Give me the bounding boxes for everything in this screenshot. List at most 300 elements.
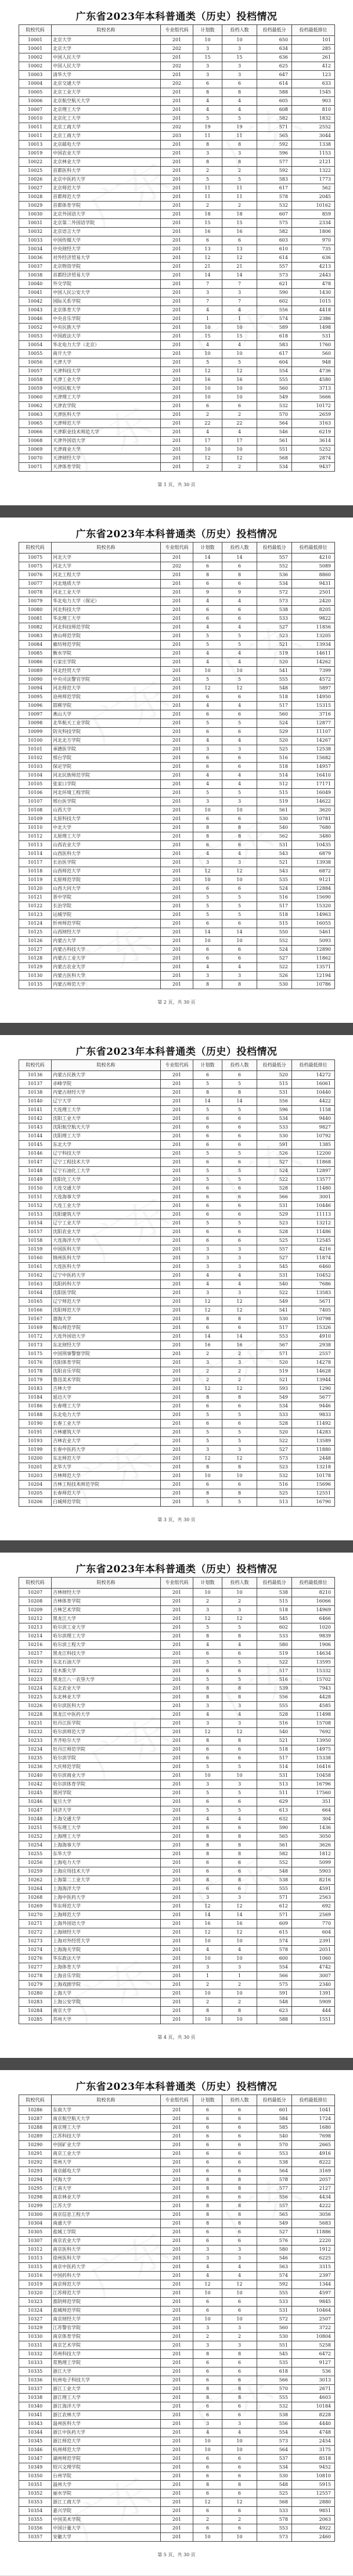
column-header: 投档最低排位 <box>292 1578 335 1589</box>
table-cell: 201 <box>161 1463 193 1472</box>
table-row <box>19 2402 335 2411</box>
table-cell: 10183 <box>19 1385 52 1393</box>
table-cell: 10176 <box>19 1359 52 1367</box>
table-cell: 华东政法大学 <box>52 1955 161 1963</box>
table-cell: 12 <box>193 684 222 693</box>
table-cell: 8 <box>222 88 257 97</box>
table-cell: 10276 <box>19 1955 52 1963</box>
table-cell: 10246 <box>19 1798 52 1806</box>
table-cell: 10052 <box>19 324 52 332</box>
table-cell: 10124 <box>19 919 52 928</box>
table-cell: 201 <box>161 824 193 832</box>
table-row <box>19 2150 335 2158</box>
table-cell: 浙江理工大学 <box>52 2394 161 2402</box>
table-row <box>19 763 335 771</box>
table-cell: 10 <box>193 876 222 885</box>
table-cell: 10140 <box>19 1097 52 1106</box>
table-cell: 201 <box>161 1589 193 1597</box>
table-cell: 南京财经大学 <box>52 2315 161 2324</box>
table-cell: 201 <box>161 1719 193 1728</box>
table-cell: 7686 <box>292 1280 335 1289</box>
table-cell: 4 <box>222 597 257 606</box>
table-row <box>19 393 335 402</box>
page-title: 广东省2023年本科普通类（历史）投档情况 <box>75 1564 278 1575</box>
table-row <box>19 2420 335 2428</box>
table-cell: 10333 <box>19 2359 52 2367</box>
table-cell: 550 <box>257 928 292 937</box>
table-cell: 580 <box>257 2246 292 2254</box>
table-cell: 6 <box>193 2507 222 2516</box>
table-cell: 12545 <box>292 1237 335 1245</box>
table-cell: 201 <box>161 350 193 358</box>
table-cell: 537 <box>257 2455 292 2463</box>
table-cell: 596 <box>257 149 292 158</box>
table-row <box>19 1859 335 1867</box>
table-cell: 4603 <box>292 2394 335 2402</box>
table-cell: 201 <box>161 588 193 597</box>
table-cell: 8 <box>222 1876 257 1885</box>
table-cell: 201 <box>161 841 193 850</box>
table-row <box>19 1981 335 1989</box>
table-cell: 南京体育学院 <box>52 2333 161 2341</box>
table-cell: 10191 <box>19 1428 52 1437</box>
table-cell: 杭州电子科技大学 <box>52 2376 161 2385</box>
table-cell: 吉林建筑大学 <box>52 1428 161 1437</box>
table-cell: 531 <box>257 1271 292 1280</box>
table-row <box>19 1615 335 1623</box>
table-cell: 3001 <box>292 1193 335 1202</box>
table-cell: 201 <box>161 1149 193 1158</box>
table-cell: 636 <box>292 254 335 263</box>
table-cell: 201 <box>161 1780 193 1789</box>
table-cell: 14950 <box>292 693 335 702</box>
table-cell: 584 <box>257 2115 292 2124</box>
table-cell: 735 <box>292 245 335 254</box>
table-cell: 607 <box>257 210 292 219</box>
table-cell: 浙江工商大学 <box>52 2498 161 2507</box>
table-cell: 6 <box>222 1867 257 1876</box>
table-cell: 5 <box>222 789 257 797</box>
table-cell: 568 <box>257 2498 292 2507</box>
table-cell: 11856 <box>292 623 335 632</box>
table-cell: 201 <box>161 1454 193 1463</box>
table-cell: 10081 <box>19 615 52 623</box>
table-cell: 2045 <box>292 193 335 202</box>
table-cell: 6 <box>222 1420 257 1428</box>
table-row <box>19 71 335 80</box>
table-cell: 201 <box>161 315 193 324</box>
table-cell: 571 <box>257 1350 292 1359</box>
table-cell: 557 <box>257 2202 292 2211</box>
table-cell: 10232 <box>19 1728 52 1737</box>
table-cell: 573 <box>257 2437 292 2446</box>
table-cell: 16 <box>193 376 222 385</box>
table-cell: 585 <box>257 2124 292 2132</box>
table-cell: 吉林体育学院 <box>52 1597 161 1606</box>
table-cell: 859 <box>292 210 335 219</box>
table-cell: 10293 <box>19 2167 52 2176</box>
table-cell: 6 <box>222 2124 257 2132</box>
table-row <box>19 2472 335 2481</box>
table-cell: 8 <box>193 2202 222 2211</box>
table-row <box>19 106 335 114</box>
table-cell: 10240 <box>19 1772 52 1780</box>
table-cell: 10121 <box>19 893 52 902</box>
table-cell: 534 <box>257 1402 292 1411</box>
table-cell: 10335 <box>19 2367 52 2376</box>
table-cell: 运城学院 <box>52 911 161 919</box>
table-cell: 574 <box>257 2272 292 2280</box>
table-cell: 201 <box>161 2115 193 2124</box>
table-cell: 6 <box>193 2455 222 2463</box>
table-cell: 15 <box>193 53 222 62</box>
table-cell: 1322 <box>292 167 335 175</box>
table-cell: 6 <box>193 2167 222 2176</box>
table-row <box>19 2446 335 2455</box>
table-row <box>19 1359 335 1367</box>
table-cell: 沈阳建筑大学 <box>52 1210 161 1219</box>
table-cell: 4 <box>193 2263 222 2272</box>
table-cell: 549 <box>257 1298 292 1306</box>
table-cell: 6 <box>193 1885 222 1894</box>
table-cell: 8 <box>193 1632 222 1641</box>
table-cell: 513 <box>257 1498 292 1507</box>
table-cell: 哈尔滨医科大学 <box>52 1702 161 1711</box>
table-row <box>19 289 335 297</box>
table-cell: 614 <box>257 254 292 263</box>
table-cell: 12 <box>222 1615 257 1623</box>
table-cell: 8 <box>193 88 222 97</box>
table-cell: 8222 <box>292 2158 335 2167</box>
table-cell: 554 <box>257 1963 292 1972</box>
table-cell: 10127 <box>19 946 52 954</box>
table-cell: 2 <box>222 1597 257 1606</box>
table-cell: 10 <box>222 1989 257 1998</box>
table-cell: 3 <box>193 289 222 297</box>
table-cell: 201 <box>161 1411 193 1420</box>
table-cell: 6 <box>222 2193 257 2202</box>
table-row <box>19 1315 335 1324</box>
table-cell: 5 <box>222 1623 257 1632</box>
table-cell: 535 <box>257 876 292 885</box>
table-cell: 沈阳音乐学院 <box>52 1367 161 1376</box>
table-cell: 531 <box>257 1202 292 1210</box>
page-separator <box>0 1023 353 1035</box>
table-cell: 557 <box>257 1245 292 1254</box>
table-cell: 10002 <box>19 53 52 62</box>
table-cell: 571 <box>257 123 292 132</box>
table-cell: 内蒙古财经大学 <box>52 1088 161 1097</box>
table-row <box>19 1806 335 1815</box>
table-cell: 15 <box>222 332 257 341</box>
table-cell: 5 <box>193 1167 222 1176</box>
table-cell: 770 <box>292 1920 335 1928</box>
table-row <box>19 1341 335 1350</box>
table-cell: 10123 <box>19 911 52 919</box>
table-cell: 4 <box>222 428 257 437</box>
table-cell: 13934 <box>292 641 335 649</box>
table-cell: 河北工程大学 <box>52 571 161 580</box>
table-cell: 13212 <box>292 1219 335 1228</box>
table-cell: 8 <box>193 1850 222 1859</box>
table-cell: 201 <box>161 1289 193 1298</box>
table-cell: 6 <box>222 2376 257 2385</box>
table-cell: 201 <box>161 1772 193 1780</box>
table-cell: 2507 <box>292 2315 335 2324</box>
table-cell: 201 <box>161 2158 193 2167</box>
table-cell: 东南大学 <box>52 2106 161 2115</box>
table-cell: 201 <box>161 728 193 736</box>
table-cell: 8228 <box>292 2411 335 2420</box>
table-cell: 东北林业大学 <box>52 1693 161 1702</box>
table-cell: 201 <box>161 885 193 893</box>
table-row <box>19 1106 335 1115</box>
table-cell: 201 <box>161 1955 193 1963</box>
table-cell: 14 <box>193 1911 222 1920</box>
table-row <box>19 562 335 571</box>
table-cell: 201 <box>161 202 193 210</box>
table-cell: 10175 <box>19 1350 52 1359</box>
table-cell: 6 <box>222 402 257 411</box>
table-cell: 6 <box>222 1193 257 1202</box>
table-row <box>19 1955 335 1963</box>
table-cell: 201 <box>161 428 193 437</box>
table-cell: 3 <box>222 62 257 71</box>
table-cell: 6 <box>193 815 222 824</box>
table-cell: 天津财经大学 <box>52 454 161 463</box>
table-cell: 7 <box>193 297 222 306</box>
table-cell: 1773 <box>292 175 335 184</box>
table-cell: 201 <box>161 1981 193 1989</box>
table-row <box>19 332 335 341</box>
table-cell: 南京医科大学 <box>52 2246 161 2254</box>
table-cell: 6472 <box>292 2350 335 2359</box>
table-row <box>19 437 335 445</box>
table-cell: 202 <box>161 123 193 132</box>
table-cell: 10 <box>193 667 222 676</box>
table-row <box>19 1928 335 1937</box>
table-cell: 3 <box>193 1359 222 1367</box>
table-cell: 大连海洋大学 <box>52 1237 161 1245</box>
table-cell: 天津医科大学 <box>52 411 161 419</box>
table-cell: 3 <box>193 2324 222 2333</box>
table-cell: 6 <box>222 2411 257 2420</box>
table-cell: 10228 <box>19 1711 52 1719</box>
table-cell: 邢台医学院 <box>52 797 161 806</box>
table-row <box>19 1245 335 1254</box>
table-cell: 哈尔滨理工大学 <box>52 1632 161 1641</box>
table-cell: 521 <box>257 1376 292 1385</box>
table-cell: 527 <box>257 2228 292 2237</box>
table-cell: 10259 <box>19 1867 52 1876</box>
table-cell: 201 <box>161 2455 193 2463</box>
table-cell: 吉林财经大学 <box>52 1589 161 1597</box>
table-cell: 8 <box>222 2007 257 2015</box>
table-cell: 201 <box>161 606 193 615</box>
table-cell: 3 <box>222 2254 257 2263</box>
table-cell: 10231 <box>19 1719 52 1728</box>
table-cell: 6879 <box>292 850 335 858</box>
table-cell: 8 <box>222 158 257 167</box>
table-cell: 201 <box>161 858 193 867</box>
table-cell: 10213 <box>19 1623 52 1632</box>
table-cell: 8 <box>193 2481 222 2489</box>
table-cell: 6 <box>222 954 257 963</box>
table-cell: 589 <box>257 324 292 332</box>
table-cell: 664 <box>292 1806 335 1815</box>
table-cell: 哈尔滨学院 <box>52 1754 161 1763</box>
table-cell: 10114 <box>19 850 52 858</box>
table-cell: 3 <box>193 858 222 867</box>
table-cell: 553 <box>257 2150 292 2158</box>
table-cell: 4 <box>193 1641 222 1650</box>
table-cell: 6 <box>193 580 222 588</box>
table-row <box>19 641 335 649</box>
table-cell: 201 <box>161 1798 193 1806</box>
table-cell: 山西农业大学 <box>52 841 161 850</box>
table-cell: 6 <box>193 2359 222 2367</box>
table-cell: 201 <box>161 376 193 385</box>
table-cell: 6225 <box>292 2254 335 2263</box>
table-cell: 6 <box>193 946 222 954</box>
table-cell: 12 <box>193 1454 222 1463</box>
table-cell: 4222 <box>292 2202 335 2211</box>
table-cell: 10130 <box>19 972 52 980</box>
page-separator <box>0 505 353 518</box>
table-cell: 5671 <box>292 1298 335 1306</box>
table-cell: 8 <box>193 832 222 841</box>
table-cell: 10810 <box>292 2472 335 2481</box>
column-header: 专业组代码 <box>161 542 193 554</box>
table-cell: 11 <box>193 193 222 202</box>
table-row <box>19 824 335 832</box>
table-cell: 6 <box>193 562 222 571</box>
table-cell: 201 <box>161 2402 193 2411</box>
table-cell: 527 <box>257 1446 292 1454</box>
table-cell: 10086 <box>19 658 52 667</box>
table-cell: 10160 <box>19 1254 52 1263</box>
table-cell: 517 <box>257 1324 292 1332</box>
table-cell: 201 <box>161 2472 193 2481</box>
table-cell: 辽宁师范大学 <box>52 1298 161 1306</box>
table-cell: 2 <box>193 411 222 419</box>
table-cell: 201 <box>161 280 193 289</box>
table-cell: 10001 <box>19 36 52 45</box>
table-row <box>19 1876 335 1885</box>
table-cell: 201 <box>161 219 193 228</box>
table-cell: 14963 <box>292 911 335 919</box>
table-cell: 内蒙古科技大学 <box>52 946 161 954</box>
table-cell: 南京邮电大学 <box>52 2167 161 2176</box>
table-row <box>19 2015 335 2024</box>
table-cell: 10019 <box>19 149 52 158</box>
table-cell: 10098 <box>19 719 52 728</box>
table-cell: 201 <box>161 1841 193 1850</box>
table-cell: 16 <box>222 228 257 236</box>
table-cell: 10 <box>193 2446 222 2455</box>
table-cell: 567 <box>257 1341 292 1350</box>
table-row <box>19 1667 335 1676</box>
table-cell: 201 <box>161 1806 193 1815</box>
table-cell: 9127 <box>292 2359 335 2367</box>
table-cell: 201 <box>161 597 193 606</box>
table-cell: 201 <box>161 684 193 693</box>
table-cell: 555 <box>257 2394 292 2402</box>
table-cell: 8 <box>193 1684 222 1693</box>
table-cell: 556 <box>257 2420 292 2428</box>
table-cell: 10280 <box>19 1989 52 1998</box>
table-cell: 1832 <box>292 114 335 123</box>
table-cell: 478 <box>292 280 335 289</box>
table-cell: 521 <box>257 641 292 649</box>
table-row <box>19 658 335 667</box>
table-cell: 533 <box>257 1632 292 1641</box>
table-cell: 201 <box>161 1867 193 1876</box>
table-cell: 201 <box>161 2219 193 2228</box>
table-cell: 河北师范大学 <box>52 684 161 693</box>
table-cell: 201 <box>161 1989 193 1998</box>
table-cell: 6 <box>222 728 257 736</box>
table-cell: 2501 <box>292 588 335 597</box>
table-cell: 588 <box>257 88 292 97</box>
table-cell: 10355 <box>19 2516 52 2524</box>
table-cell: 201 <box>161 1106 193 1115</box>
table-cell: 10 <box>193 1955 222 1963</box>
table-cell: 6 <box>193 1867 222 1876</box>
table-cell: 10 <box>193 1589 222 1597</box>
table-cell: 201 <box>161 2507 193 2516</box>
table-cell: 河北民族师范学院 <box>52 771 161 780</box>
table-cell: 10354 <box>19 2507 52 2516</box>
table-cell: 201 <box>161 1498 193 1507</box>
table-cell: 10208 <box>19 1597 52 1606</box>
table-row <box>19 1306 335 1315</box>
table-cell: 14278 <box>292 1359 335 1367</box>
table-cell: 528 <box>257 1184 292 1193</box>
table-cell: 10343 <box>19 2420 52 2428</box>
table-cell: 8 <box>193 2350 222 2359</box>
table-cell: 201 <box>161 1080 193 1088</box>
table-cell: 201 <box>161 1920 193 1928</box>
table-cell: 10256 <box>19 1859 52 1867</box>
table-row <box>19 1132 335 1141</box>
table-cell: 15 <box>193 219 222 228</box>
table-row <box>19 1376 335 1385</box>
table-cell: 6 <box>193 402 222 411</box>
table-cell: 3 <box>222 2246 257 2254</box>
table-row <box>19 411 335 419</box>
table-cell: 525 <box>257 1237 292 1245</box>
table-cell: 2 <box>193 2516 222 2524</box>
table-cell: 沈阳师范大学 <box>52 1306 161 1315</box>
table-cell: 10125 <box>19 928 52 937</box>
table-cell: 10099 <box>19 728 52 736</box>
table-cell: 201 <box>161 754 193 763</box>
table-cell: 3 <box>222 1446 257 1454</box>
table-cell: 6 <box>222 1158 257 1167</box>
table-cell: 2659 <box>292 411 335 419</box>
table-row <box>19 1632 335 1641</box>
table-cell: 2 <box>193 1376 222 1385</box>
table-cell: 5 <box>193 1806 222 1815</box>
table-cell: 10147 <box>19 1158 52 1167</box>
table-cell: 中国医科大学 <box>52 1245 161 1254</box>
table-row <box>19 649 335 658</box>
table-cell: 5461 <box>292 928 335 937</box>
table-cell: 3 <box>193 797 222 806</box>
table-cell: 10032 <box>19 228 52 236</box>
table-cell: 10346 <box>19 2446 52 2455</box>
